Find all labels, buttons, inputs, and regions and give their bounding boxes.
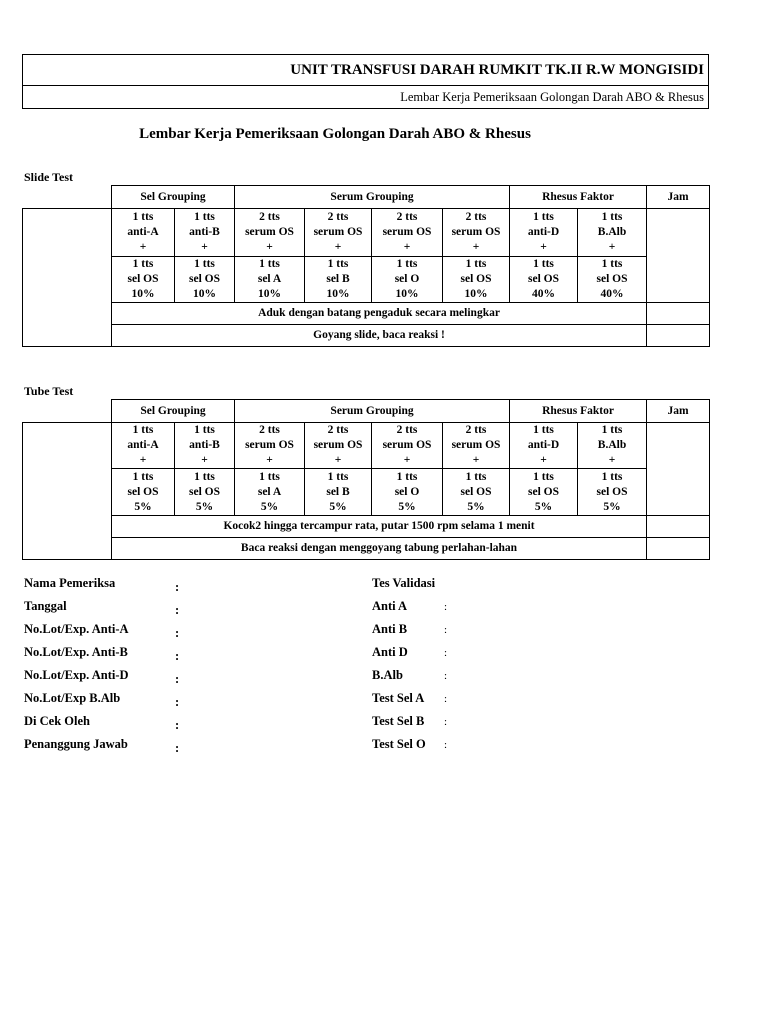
reagent-cell: 1 tts anti-A + [112, 423, 175, 469]
reagent-cell: 1 tts anti-B + [175, 209, 235, 257]
form-colon: : [175, 695, 180, 709]
validation-label: Anti A [372, 599, 408, 613]
form-label: No.Lot/Exp. Anti-B [24, 645, 128, 659]
tube-test-label: Tube Test [24, 384, 74, 398]
form-colon: : [175, 626, 180, 640]
form-label: No.Lot/Exp. Anti-D [24, 668, 129, 682]
form-colon: : [175, 672, 180, 686]
reagent-cell: 2 tts serum OS + [443, 423, 510, 469]
reagent-cell: 1 tts B.Alb + [578, 209, 647, 257]
jam-cell[interactable] [647, 516, 710, 538]
jam-cell[interactable] [647, 209, 710, 303]
reagent-cell: 1 tts anti-D + [510, 423, 578, 469]
cell-suspension: 1 tts sel OS 10% [112, 257, 175, 303]
cell-suspension: 1 tts sel OS 40% [510, 257, 578, 303]
unit-name: UNIT TRANSFUSI DARAH RUMKIT TK.II R.W MONGISIDI [23, 55, 709, 86]
cell-suspension: 1 tts sel OS 5% [112, 469, 175, 516]
reagent-cell: 2 tts serum OS + [443, 209, 510, 257]
validation-label: Anti D [372, 645, 408, 659]
form-label: Penanggung Jawab [24, 737, 128, 751]
sample-cell[interactable] [23, 423, 112, 560]
validation-label: Test Sel B [372, 714, 425, 728]
form-colon: : [175, 741, 180, 755]
validation-title: Tes Validasi [372, 576, 436, 590]
serum-grouping-header: Serum Grouping [235, 186, 510, 209]
instruction-row: Goyang slide, baca reaksi ! [112, 325, 647, 347]
cell-suspension: 1 tts sel OS 10% [443, 257, 510, 303]
instruction-row: Aduk dengan batang pengaduk secara melingkar [112, 303, 647, 325]
instruction-row: Kocok2 hingga tercampur rata, putar 1500 rpm selama 1 menit [112, 516, 647, 538]
validation-colon: : [444, 739, 448, 751]
reagent-cell: 2 tts serum OS + [235, 423, 305, 469]
cell-suspension: 1 tts sel B 10% [305, 257, 372, 303]
jam-cell[interactable] [647, 303, 710, 325]
sample-cell[interactable] [23, 209, 112, 347]
reagent-cell: 1 tts B.Alb + [578, 423, 647, 469]
blank-corner [23, 400, 112, 423]
validation-label: Test Sel O [372, 737, 426, 751]
validation-colon: : [444, 601, 448, 613]
form-colon: : [175, 580, 180, 594]
reagent-cell: 2 tts serum OS + [372, 423, 443, 469]
cell-suspension: 1 tts sel OS 5% [510, 469, 578, 516]
form-label: No.Lot/Exp B.Alb [24, 691, 121, 705]
reagent-cell: 2 tts serum OS + [305, 423, 372, 469]
cell-suspension: 1 tts sel A 10% [235, 257, 305, 303]
cell-suspension: 1 tts sel OS 10% [175, 257, 235, 303]
form-label: Tanggal [24, 599, 67, 613]
slide-test-table [22, 185, 710, 347]
reagent-cell: 2 tts serum OS + [305, 209, 372, 257]
header-box [22, 54, 709, 109]
validation-colon: : [444, 624, 448, 636]
reagent-cell: 1 tts anti-A + [112, 209, 175, 257]
form-colon: : [175, 718, 180, 732]
rhesus-faktor-header: Rhesus Faktor [510, 400, 647, 423]
cell-suspension: 1 tts sel O 5% [372, 469, 443, 516]
form-colon: : [175, 649, 180, 663]
tube-test-table [22, 399, 710, 560]
form-label: Di Cek Oleh [24, 714, 90, 728]
cell-suspension: 1 tts sel O 10% [372, 257, 443, 303]
header-subtitle: Lembar Kerja Pemeriksaan Golongan Darah ABO & Rhesus [23, 86, 709, 109]
slide-test-label: Slide Test [24, 170, 74, 184]
blank-corner [23, 186, 112, 209]
cell-suspension: 1 tts sel OS 5% [443, 469, 510, 516]
jam-cell[interactable] [647, 538, 710, 560]
validation-colon: : [444, 670, 448, 682]
jam-cell[interactable] [647, 325, 710, 347]
reagent-cell: 2 tts serum OS + [235, 209, 305, 257]
cell-suspension: 1 tts sel OS 40% [578, 257, 647, 303]
serum-grouping-header: Serum Grouping [235, 400, 510, 423]
jam-header: Jam [647, 400, 710, 423]
form-label: No.Lot/Exp. Anti-A [24, 622, 129, 636]
cell-suspension: 1 tts sel OS 5% [578, 469, 647, 516]
reagent-cell: 1 tts anti-B + [175, 423, 235, 469]
validation-label: B.Alb [372, 668, 403, 682]
reagent-cell: 2 tts serum OS + [372, 209, 443, 257]
validation-label: Test Sel A [372, 691, 425, 705]
jam-header: Jam [647, 186, 710, 209]
rhesus-faktor-header: Rhesus Faktor [510, 186, 647, 209]
cell-suspension: 1 tts sel OS 5% [175, 469, 235, 516]
validation-colon: : [444, 647, 448, 659]
validation-label: Anti B [372, 622, 408, 636]
reagent-cell: 1 tts anti-D + [510, 209, 578, 257]
page-title: Lembar Kerja Pemeriksaan Golongan Darah ABO & Rhesus [139, 126, 531, 142]
form-label: Nama Pemeriksa [24, 576, 116, 590]
jam-cell[interactable] [647, 423, 710, 516]
instruction-row: Baca reaksi dengan menggoyang tabung perlahan-lahan [112, 538, 647, 560]
validation-colon: : [444, 716, 448, 728]
cell-suspension: 1 tts sel B 5% [305, 469, 372, 516]
sel-grouping-header: Sel Grouping [112, 186, 235, 209]
cell-suspension: 1 tts sel A 5% [235, 469, 305, 516]
validation-colon: : [444, 693, 448, 705]
form-colon: : [175, 603, 180, 617]
sel-grouping-header: Sel Grouping [112, 400, 235, 423]
